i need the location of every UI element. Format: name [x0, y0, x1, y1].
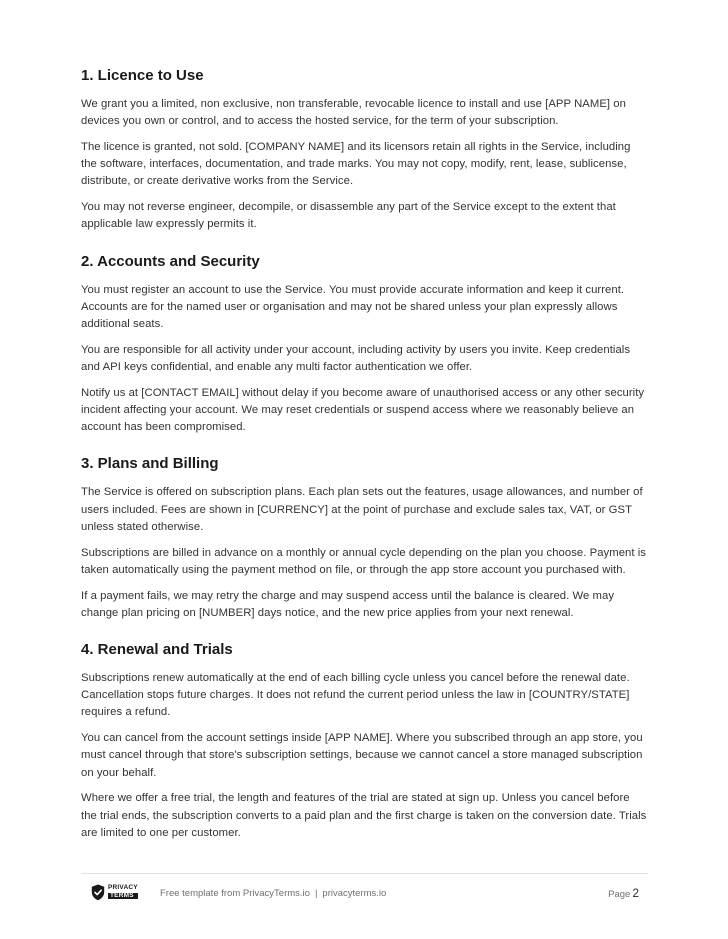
paragraph: We grant you a limited, non exclusive, non transferable, revocable licence to install and use [APP NAME] on devices you own or control, and to access the hosted service, for the term of your subscription.	[81, 98, 626, 128]
logo-wordmark	[108, 885, 138, 899]
logo-word-terms: TERMS	[108, 893, 138, 900]
section-title: 3. Plans and Billing	[81, 455, 219, 473]
credit-link[interactable]: privacyterms.io	[322, 888, 387, 899]
document-body	[81, 66, 648, 851]
page-number	[608, 886, 639, 900]
page-footer	[81, 873, 648, 910]
paragraph: You can cancel from the account settings inside [APP NAME]. Where you subscribed through an app store, you must cancel through that store's subscription settings, because we cannot cancel a store managed subscription on your behalf.	[81, 732, 643, 779]
paragraph: Subscriptions renew automatically at the end of each billing cycle unless you cancel before the renewal date. Cancellation stops future charges. It does not refund the current period unless the law in [COUNTRY/STATE] requires a refund.	[81, 672, 630, 719]
paragraph: The Service is offered on subscription plans. Each plan sets out the features, usage allowances, and number of users included. Fees are shown in [CURRENCY] at the point of purchase and exclude sales tax, VAT, or GST unless stated otherwise.	[81, 486, 643, 533]
section-title: 4. Renewal and Trials	[81, 641, 233, 659]
paragraph: Subscriptions are billed in advance on a monthly or annual cycle depending on the plan you choose. Payment is taken automatically using the payment method on file, or through the app store account you purchased with.	[81, 546, 646, 576]
footer-credit	[160, 888, 386, 899]
paragraph: Where we offer a free trial, the length and features of the trial are stated at sign up. Unless you cancel before the trial ends, the subscription converts to a paid plan and the first charge is taken on the conversion date. Trials are limited to one per customer.	[81, 792, 647, 839]
section-renewal	[81, 640, 648, 842]
page-number-value: 2	[632, 886, 639, 900]
credit-text: Free template from PrivacyTerms.io	[160, 888, 310, 899]
section-billing	[81, 454, 648, 622]
page-label: Page	[608, 889, 631, 900]
paragraph: You may not reverse engineer, decompile, or disassemble any part of the Service except to the extent that applicable law expressly permits it.	[81, 201, 616, 231]
paragraph: If a payment fails, we may retry the charge and may suspend access until the balance is cleared. We may change plan pricing on [NUMBER] days notice, and the new price applies from your next renewal.	[81, 589, 615, 619]
section-licence	[81, 66, 648, 234]
privacyterms-logo[interactable]	[91, 883, 151, 901]
shield-check-icon	[91, 884, 105, 901]
credit-separator: |	[314, 888, 318, 899]
section-title: 2. Accounts and Security	[81, 252, 260, 270]
logo-word-privacy: PRIVACY	[108, 884, 138, 891]
paragraph: You must register an account to use the Service. You must provide accurate information and keep it current. Accounts are for the named user or organisation and may not be shared unless your plan expressly allows additional seats.	[81, 283, 625, 331]
paragraph: The licence is granted, not sold. [COMPANY NAME] and its licensors retain all rights in the Service, including the software, interfaces, documentation, and trade marks. You may not copy, modify, rent, lease, sublicense, distribute, or create derivative works from the Service.	[81, 141, 631, 188]
section-title: 1. Licence to Use	[81, 67, 204, 84]
section-accounts	[81, 252, 648, 437]
paragraph: You are responsible for all activity under your account, including activity by users you invite. Keep credentials and API keys confidential, and enable any multi factor authentication we offer.	[81, 343, 631, 374]
paragraph: Notify us at [CONTACT EMAIL] without delay if you become aware of unauthorised access or any other security incident affecting your account. We may reset credentials or suspend access where we reasonably believe an account has been compromised.	[81, 386, 645, 434]
